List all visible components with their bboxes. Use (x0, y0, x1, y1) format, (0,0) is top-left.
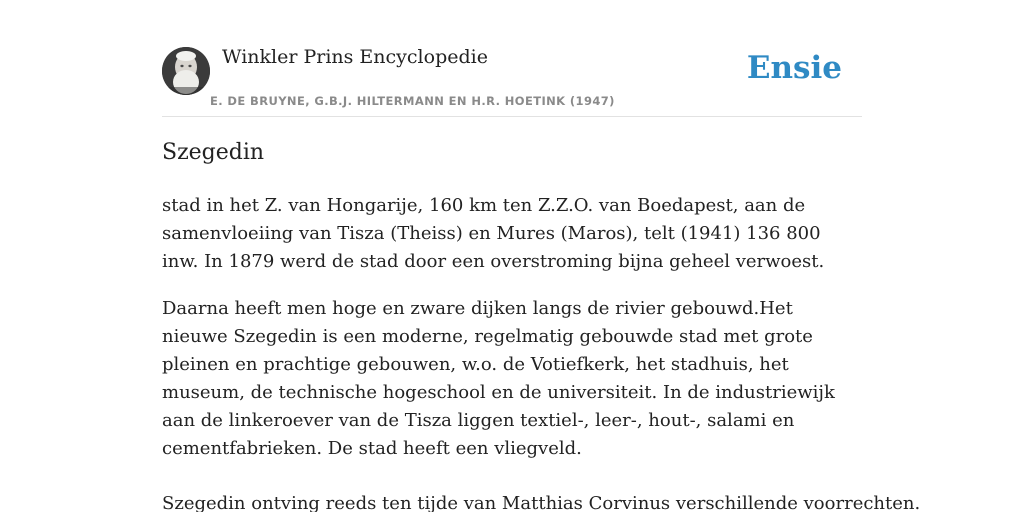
article-paragraph-1: stad in het Z. van Hongarije, 160 km ten Z.Z.O. van Boedapest, aan de samenvloeiing van Tisza (Theiss) en Mures (Maros), telt (1941) 136 800 inw. In 1879 werd de stad door een overstroming bijna geheel verwoest. (162, 195, 825, 272)
authors-line: E. DE BRUYNE, G.B.J. HILTERMANN EN H.R. HOETINK (1947) (210, 94, 615, 108)
page-container (162, 0, 921, 512)
ensie-logo[interactable]: Ensie (746, 50, 842, 86)
author-avatar (162, 47, 210, 95)
article-paragraph-3: Szegedin ontving reeds ten tijde van Matthias Corvinus verschillende voorrechten. (162, 493, 921, 512)
header (162, 0, 862, 117)
article-paragraph-2: Daarna heeft men hoge en zware dijken langs de rivier gebouwd.Het nieuwe Szegedin is een moderne, regelmatig gebouwde stad met grote pleinen en prachtige gebouwen, w.o. de Votiefkerk, het stadhuis, het museum, de technische hogeschool en de universiteit. In de industriewijk aan de linkeroever van de Tisza liggen textiel-, leer-, hout-, salami en cementfabrieken. De stad heeft een vliegveld. (162, 298, 835, 459)
portrait-icon (162, 47, 210, 95)
article-title: Szegedin (162, 140, 265, 165)
encyclopedia-title[interactable]: Winkler Prins Encyclopedie (222, 46, 488, 68)
